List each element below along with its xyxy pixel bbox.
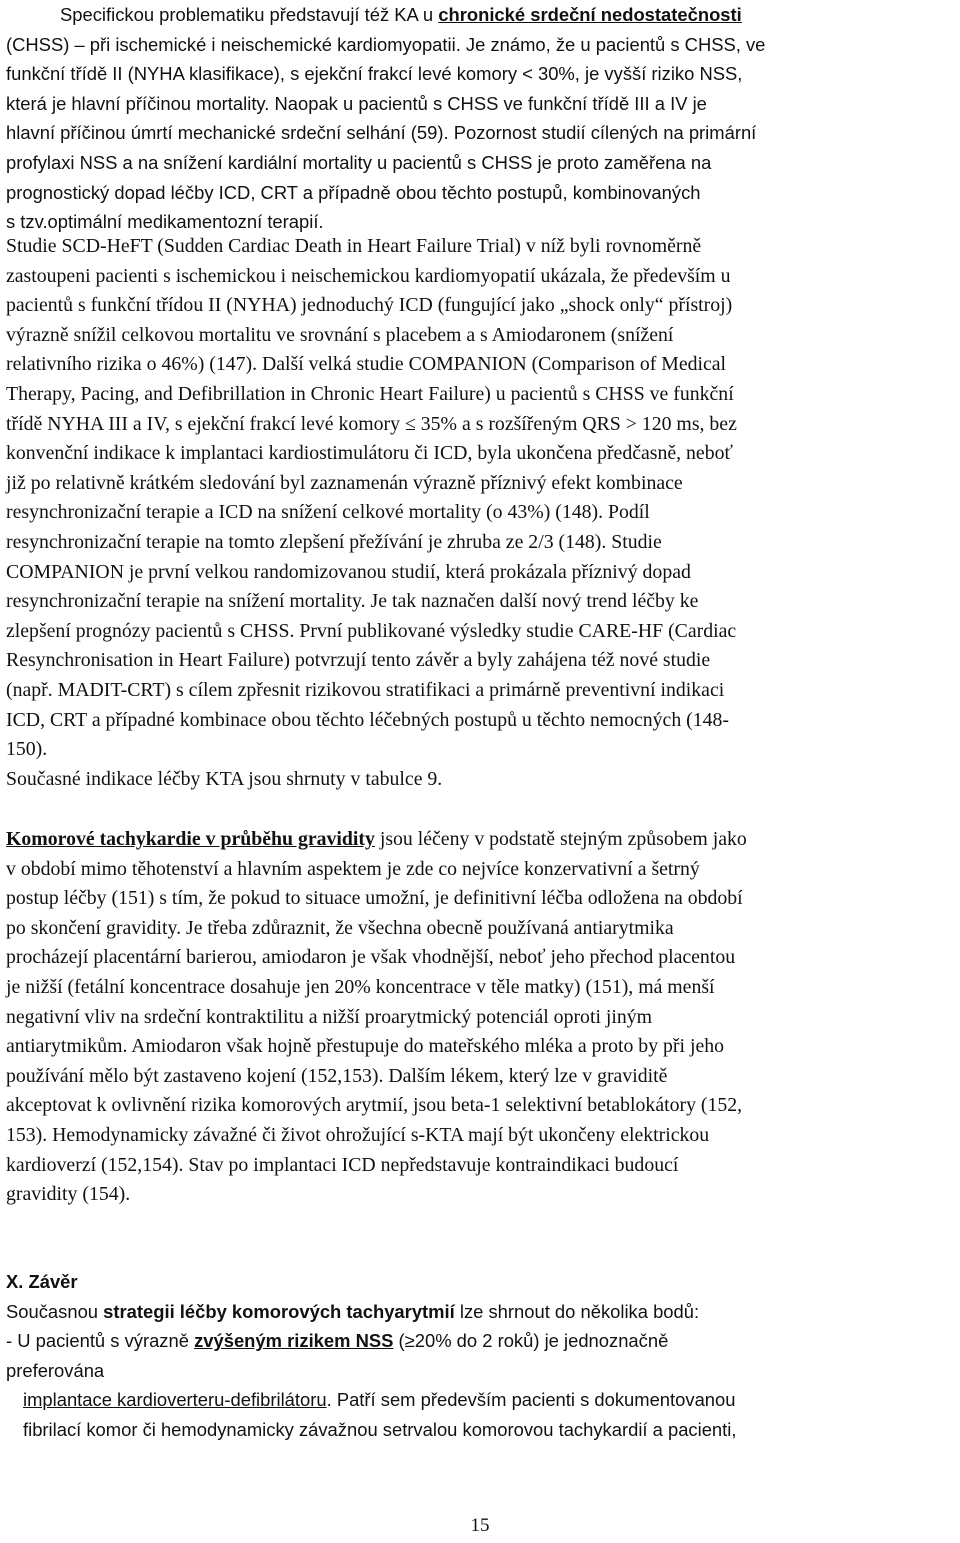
text-line: je nižší (fetální koncentrace dosahuje jen 20% koncentrace v těle matky) (151), má menší [6, 975, 715, 998]
text-line: která je hlavní příčinou mortality. Naopak u pacientů s CHSS ve funkční třídě III a IV je [6, 92, 707, 114]
text-line: hlavní příčinou úmrtí mechanické srdeční selhání (59). Pozornost studií cílených na primární [6, 122, 757, 144]
summary-line: Současné indikace léčby KTA jsou shrnuty v tabulce 9. [6, 767, 443, 790]
text-line: s tzv.optimální medikamentozní terapií. [6, 211, 324, 233]
text-line: akceptovat k ovlivnění rizika komorových arytmií, jsou beta-1 selektivní betablokátory (152, [6, 1094, 743, 1117]
page-number: 15 [470, 1515, 490, 1536]
text-line: preferována [6, 1359, 105, 1381]
text-line: profylaxi NSS a na snížení kardiální mortality u pacientů s CHSS je proto zaměřena na [6, 151, 712, 173]
text-line: používání mělo být zastaveno kojení (152,153). Dalším lékem, který lze v graviditě [6, 1064, 668, 1087]
bullet-item: - U pacientů s výrazně zvýšeným rizikem NSS (≥20% do 2 roků) je jednoznačně [6, 1330, 669, 1352]
text-line: výrazně snížil celkovou mortalitu ve srovnání s placebem a s Amiodaronem (snížení [6, 323, 674, 346]
text-line: zastoupeni pacienti s ischemickou i neischemickou kardiomyopatií ukázala, že především u [6, 264, 731, 287]
text-line: implantace kardioverteru-defibrilátoru. Patří sem především pacienti s dokumentovanou [23, 1389, 736, 1411]
text-line: (CHSS) – při ischemické i neischemické kardiomyopatii. Je známo, že u pacientů s CHSS, ve [6, 33, 766, 55]
text-line: funkční třídě II (NYHA klasifikace), s ejekční frakcí levé komory < 30%, je vyšší riziko NSS, [6, 63, 743, 85]
text-line: resynchronizační terapie a ICD na snížení celkové mortality (o 43%) (148). Podíl [6, 501, 650, 524]
text-line: Studie SCD-HeFT (Sudden Cardiac Death in Heart Failure Trial) v níž byli rovnoměrně [6, 235, 702, 257]
conclusion-heading: X. Závěr [6, 1271, 78, 1292]
text-line: postup léčby (151) s tím, že pokud to situace umožní, je definitivní léčba odložena na období [6, 887, 743, 910]
conclusion-intro: Současnou strategii léčby komorových tachyarytmií lze shrnout do několika bodů: [6, 1300, 700, 1322]
text-line: Resynchronisation in Heart Failure) potvrzují tento závěr a byly zahájena též nové studie [6, 649, 711, 672]
text-line: po skončení gravidity. Je třeba zdůraznit, že všechna obecně používaná antiarytmika [6, 916, 674, 939]
text-line: fibrilací komor či hemodynamicky závažnou setrvalou komorovou tachykardií a pacienti, [23, 1418, 737, 1440]
text-line: relativního rizika o 46%) (147). Další velká studie COMPANION (Comparison of Medical [6, 353, 727, 376]
text-line: 150). [6, 738, 48, 761]
text-line: antiarytmikům. Amiodaron však hojně přestupuje do mateřského mléka a proto by při jeho [6, 1035, 725, 1058]
icd-implant-link[interactable]: implantace kardioverteru-defibrilátoru [23, 1389, 327, 1411]
text-line: (např. MADIT-CRT) s cílem zpřesnit rizikovou stratifikaci a primárně preventivní indikaci [6, 678, 725, 701]
chronic-heart-failure-link[interactable]: chronické srdeční nedostatečnosti [438, 4, 742, 25]
text-line: pacientů s funkční třídou II (NYHA) jednoduchý ICD (fungující jako „shock only“ přístroj) [6, 294, 733, 317]
text-line: ICD, CRT a případné kombinace obou těchto léčebných postupů u těchto nemocných (148- [6, 708, 730, 731]
text-line: kardioverzí (152,154). Stav po implantaci ICD nepředstavuje kontraindikaci budoucí [6, 1153, 679, 1176]
text-line: zlepšení prognózy pacientů s CHSS. První publikované výsledky studie CARE-HF (Cardiac [6, 619, 737, 642]
text-line: Therapy, Pacing, and Defibrillation in Chronic Heart Failure) u pacientů s CHSS ve funkční [6, 382, 734, 405]
text-line: procházejí placentární barierou, amiodaron je však vhodnější, neboť jeho přechod placentou [6, 946, 736, 969]
text-line: resynchronizační terapie na tomto zlepšení přežívání je zhruba ze 2/3 (148). Studie [6, 530, 662, 553]
text-line: konvenční indikace k implantaci kardiostimulátoru či ICD, byla ukončena předčasně, neboť [6, 442, 733, 465]
pregnancy-paragraph [6, 825, 951, 1210]
text-line: gravidity (154). [6, 1183, 131, 1206]
conclusion-section [6, 1267, 951, 1445]
pregnancy-heading: Komorové tachykardie v průběhu gravidity [6, 828, 375, 850]
text-line: Specifickou problematiku představují též KA u chronické srdeční nedostatečnosti [60, 4, 742, 25]
text-line: třídě NYHA III a IV, s ejekční frakcí levé komory ≤ 35% a s rozšířeným QRS > 120 ms, bez [6, 412, 737, 435]
text-line: již po relativně krátkém sledování byl zaznamenán výrazně příznivý efekt kombinace [6, 471, 683, 494]
text-line: prognostický dopad léčby ICD, CRT a případně obou těchto postupů, kombinovaných [6, 181, 701, 203]
text-line: 153). Hemodynamicky závažné či život ohrožující s-KTA mají být ukončeny elektrickou [6, 1123, 710, 1146]
studies-paragraph [6, 232, 951, 794]
text-line: negativní vliv na srdeční kontraktilitu a nižší proarytmický potenciál oproti jiným [6, 1005, 653, 1028]
text-line: COMPANION je první velkou randomizovanou studií, která prokázala příznivý dopad [6, 560, 691, 583]
text-line: resynchronizační terapie na snížení mortality. Je tak naznačen další nový trend léčby ke [6, 590, 699, 613]
intro-paragraph [6, 0, 951, 237]
text-line: Komorové tachykardie v průběhu gravidity jsou léčeny v podstatě stejným způsobem jako [6, 828, 747, 850]
text-line: v období mimo těhotenství a hlavním aspektem je zde co nejvíce konzervativní a šetrný [6, 857, 700, 880]
